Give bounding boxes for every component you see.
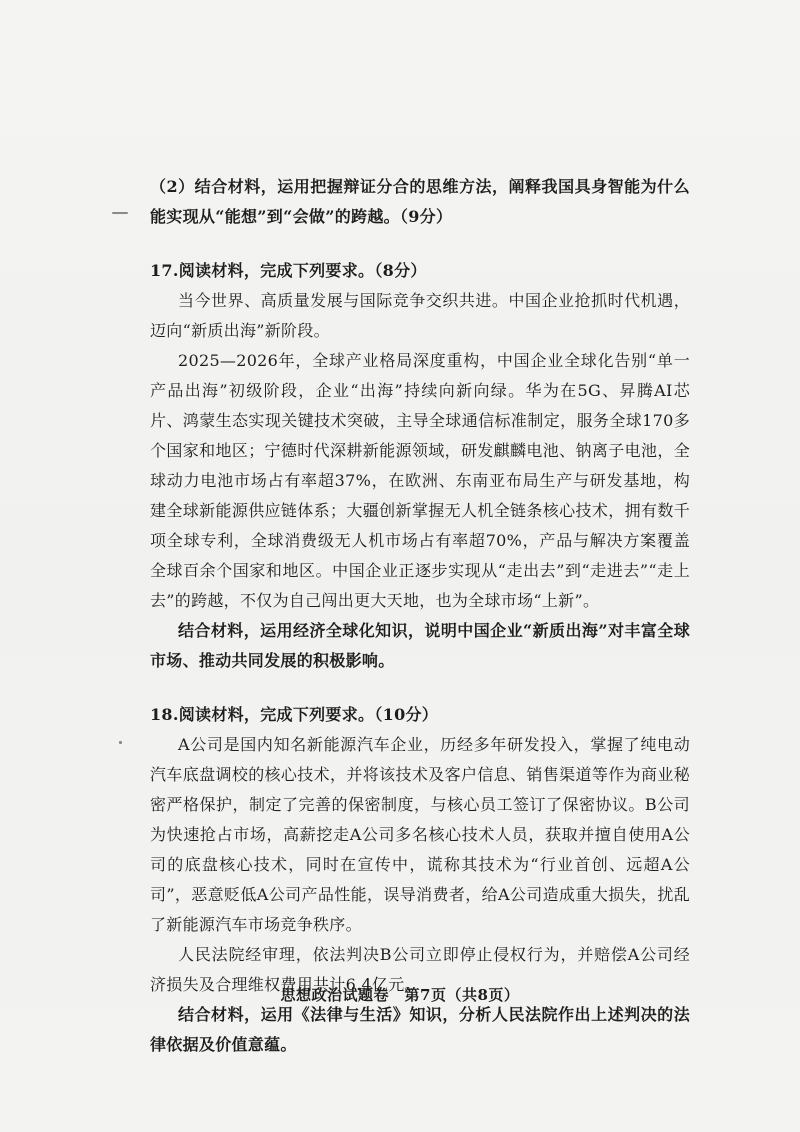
scan-speck: [112, 212, 128, 214]
q18-material-para1: A公司是国内知名新能源汽车企业，历经多年研发投入，掌握了纯电动汽车底盘调校的核心技术，并将该技术及客户信息、销售渠道等作为商业秘密严格保护，制定了完善的保密制度，与核心员工签订了保密协议。B公司为快速抢占市场，高薪挖走A公司多名核心技术人员，获取并擅自使用A公司的底盘核心技术，同时在宣传中，谎称其技术为“行业首创、远超A公司”，恶意贬低A公司产品性能，误导消费者，给A公司造成重大损失，扰乱了新能源汽车市场竞争秩序。: [150, 735, 690, 934]
scan-speck: [119, 741, 122, 744]
q18-task: 结合材料，运用《法律与生活》知识，分析人民法院作出上述判决的法律依据及价值意蕴。: [150, 1005, 690, 1054]
q17-heading: 17.阅读材料，完成下列要求。（8分）: [150, 261, 427, 280]
q18-material-para2: 人民法院经审理，依法判决B公司立即停止侵权行为，并赔偿A公司经济损失及合理维权费用共计6.4亿元。: [150, 945, 690, 994]
page-footer: 思想政治试题卷 第7页（共8页）: [280, 986, 520, 1004]
q17-material-para1: 当今世界、高质量发展与国际竞争交织共进。中国企业抢抓时代机遇，迈向“新质出海”新阶段。: [150, 291, 690, 340]
q18-heading: 18.阅读材料，完成下列要求。（10分）: [150, 705, 439, 724]
question-content: [150, 172, 690, 1060]
q16-part2-prompt: （2）结合材料，运用把握辩证分合的思维方法，阐释我国具身智能为什么能实现从“能想”到“会做”的跨越。（9分）: [150, 177, 690, 226]
q17-task: 结合材料，运用经济全球化知识，说明中国企业“新质出海”对丰富全球市场、推动共同发展的积极影响。: [150, 621, 690, 670]
q17-material-para2: 2025—2026年，全球产业格局深度重构，中国企业全球化告别“单一产品出海”初级阶段，企业“出海”持续向新向绿。华为在5G、昇腾AI芯片、鸿蒙生态实现关键技术突破，主导全球通信标准制定，服务全球170多个国家和地区；宁德时代深耕新能源领域，研发麒麟电池、钠离子电池，全球动力电池市场占有率超37%，在欧洲、东南亚布局生产与研发基地，构建全球新能源供应链体系；大疆创新掌握无人机全链条核心技术，拥有数千项全球专利，全球消费级无人机市场占有率超70%，产品与解决方案覆盖全球百余个国家和地区。中国企业正逐步实现从“走出去”到“走进去”“走上去”的跨越，不仅为自己闯出更大天地，也为全球市场“上新”。: [150, 351, 690, 610]
